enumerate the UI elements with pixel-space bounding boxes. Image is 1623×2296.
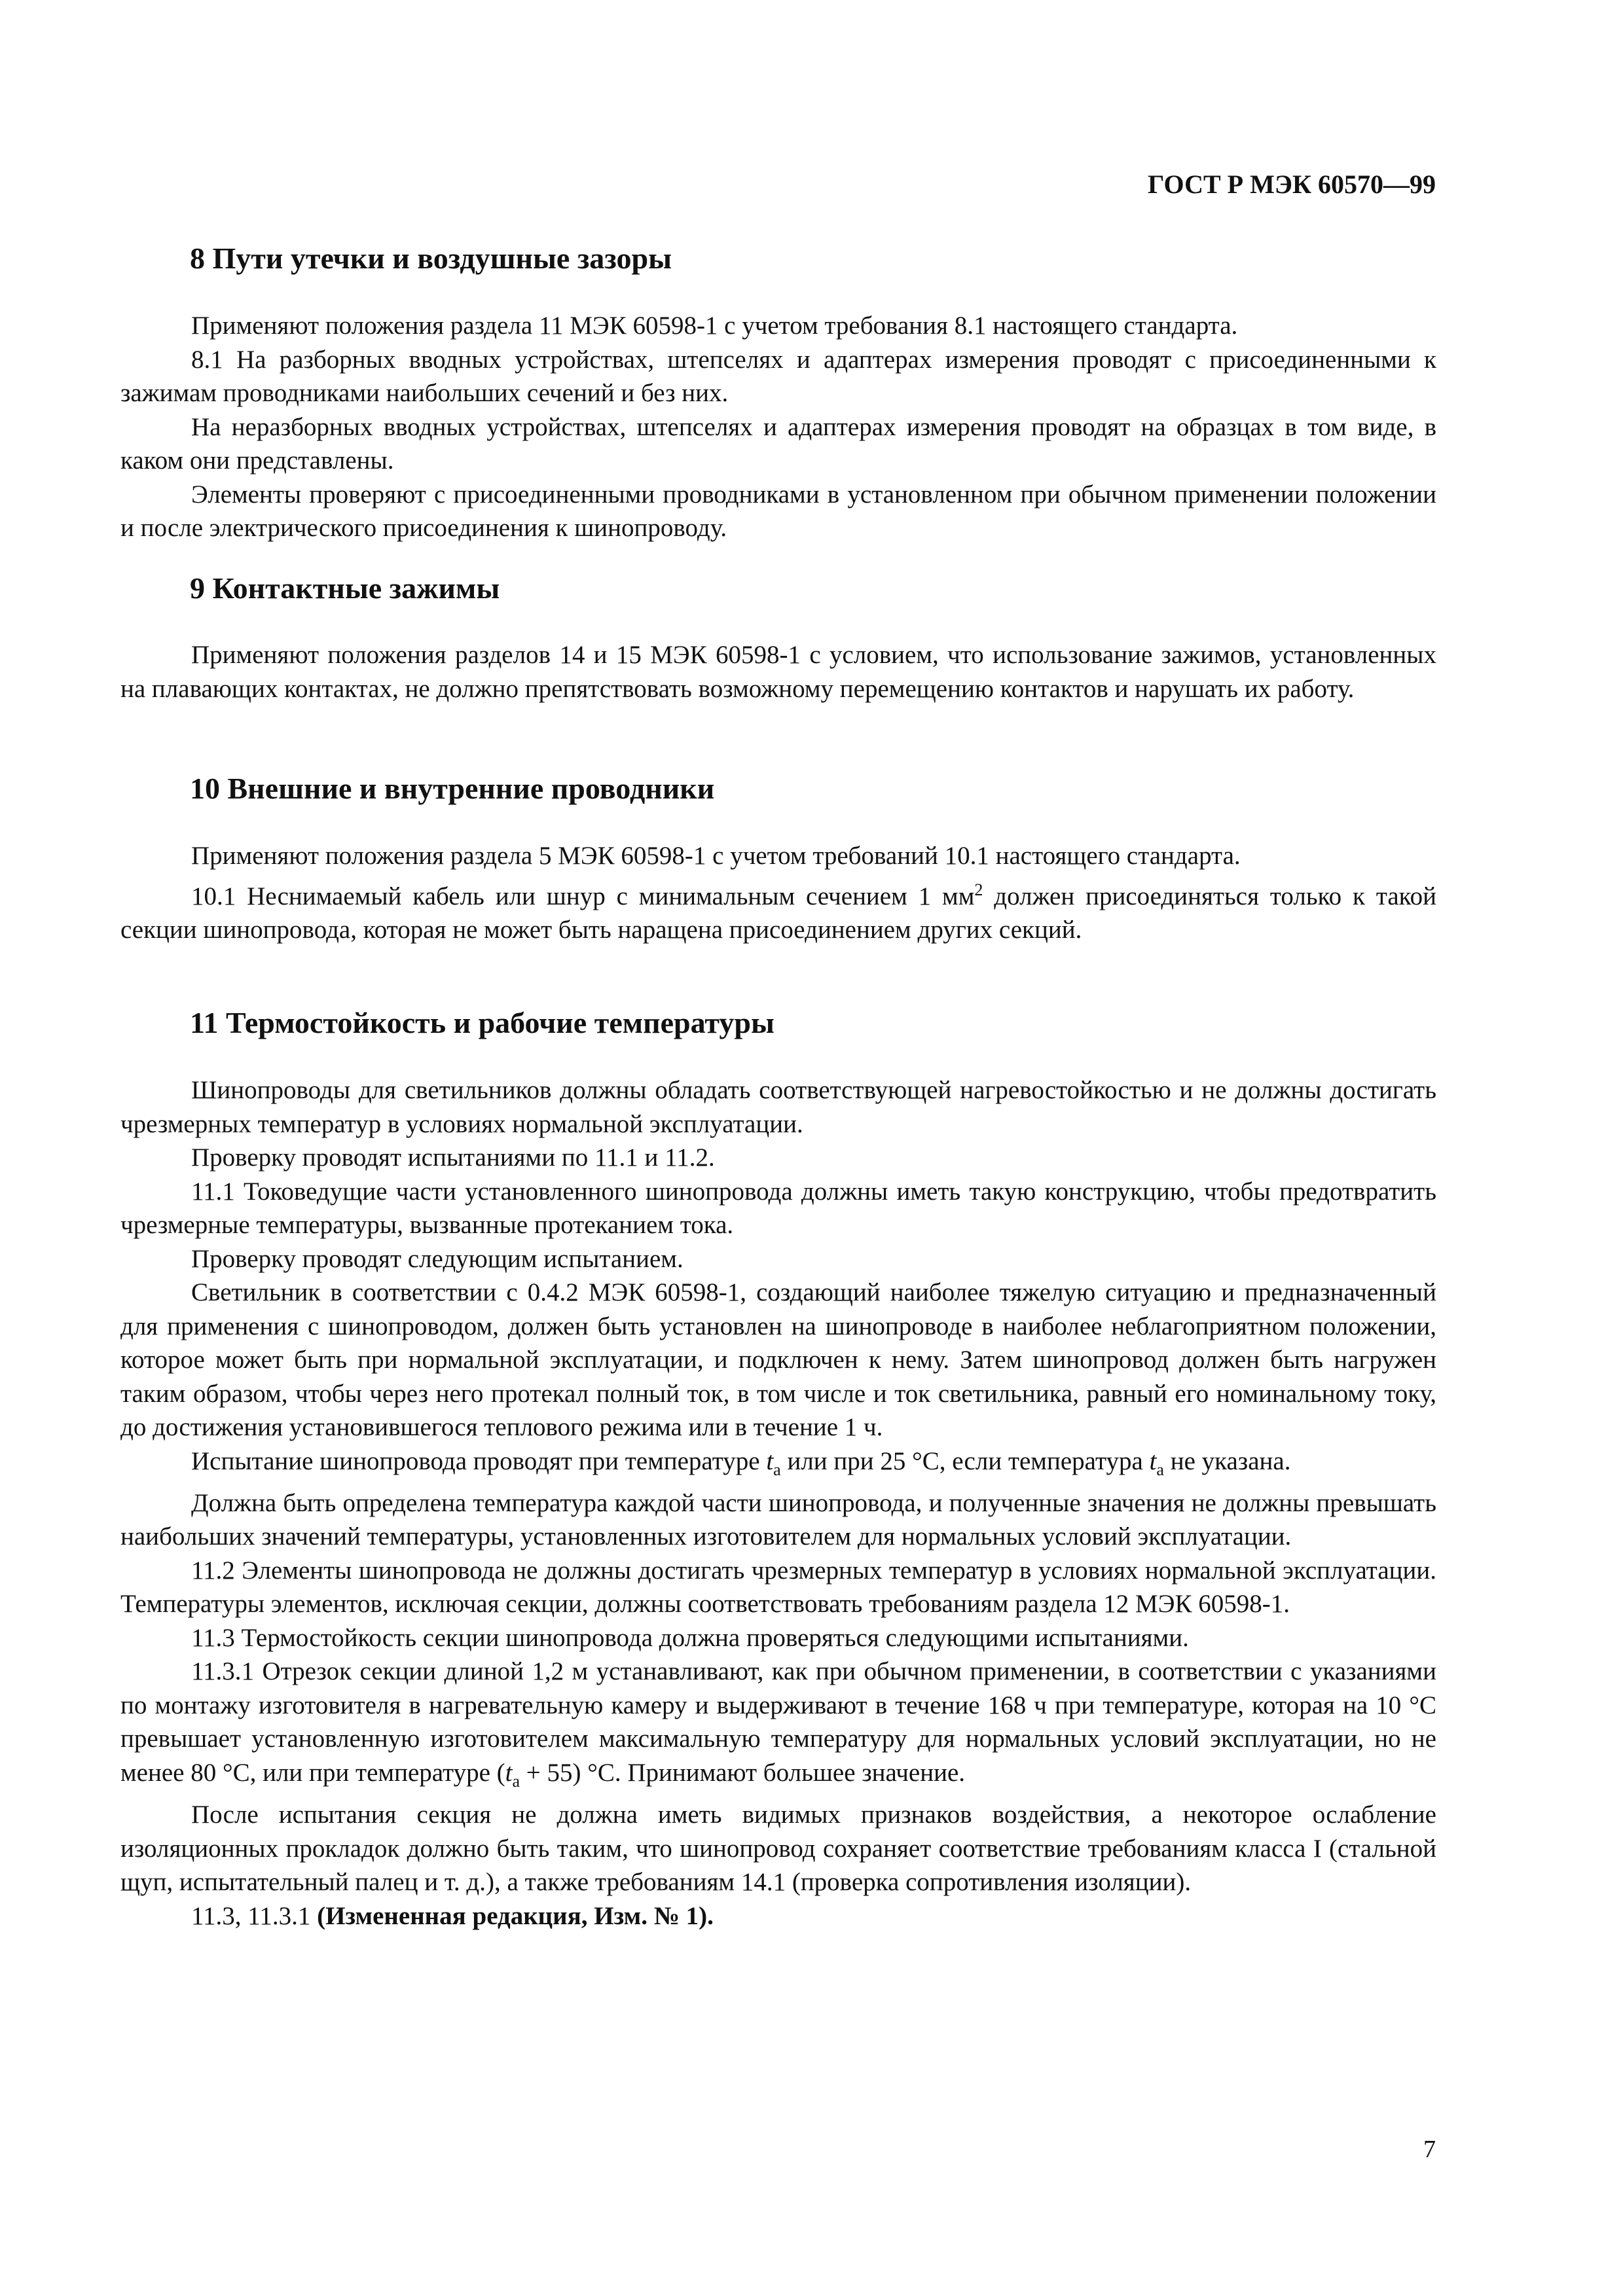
paragraph	[120, 1899, 1436, 1933]
paragraph: Проверку проводят следующим испытанием.	[191, 1244, 684, 1273]
text: Испытание шинопровода проводят при температуре	[191, 1446, 767, 1475]
text: + 55) °С. Принимают большее значение.	[520, 1758, 966, 1787]
paragraph: На неразборных вводных устройствах, штепселях и адаптерах измерения проводят на образцах в том виде, в каком они представлены.	[120, 412, 1436, 475]
paragraph	[120, 873, 1436, 947]
symbol-t: t	[505, 1758, 513, 1787]
section-11-title: 11 Термостойкость и рабочие температуры	[190, 1006, 775, 1039]
paragraph: Должна быть определена температура каждой части шинопровода, и полученные значения не должны превышать наибольших значений температуры, установленных изготовителем для нормальных условий эксплуатации.	[120, 1488, 1436, 1551]
text: 11.3, 11.3.1	[191, 1901, 318, 1930]
paragraph: 11.2 Элементы шинопровода не должны достигать чрезмерных температур в условиях нормальной эксплуатации. Температуры элементов, исключая секции, должны соответствовать требованиям раздела 12 МЭК 60598-1.	[120, 1556, 1436, 1619]
paragraph: Шинопроводы для светильников должны обладать соответствующей нагревостойкостью и не должны достигать чрезмерных температур в условиях нормальной эксплуатации.	[120, 1076, 1436, 1138]
paragraph: Элементы проверяют с присоединенными проводниками в установленном при обычном применении положении и после электрического присоединения к шинопроводу.	[120, 480, 1436, 542]
text: не указана.	[1163, 1446, 1291, 1475]
section-9-body	[120, 638, 1436, 706]
subscript-a: a	[512, 1771, 520, 1791]
section-11-body	[120, 1073, 1436, 1933]
section-10-title: 10 Внешние и внутренние проводники	[190, 772, 715, 805]
paragraph: Применяют положения разделов 14 и 15 МЭК 60598-1 с условием, что использование зажимов, установленных на плавающих контактах, не должно препятствовать возможному перемещению контактов и нарушать их работу.	[120, 641, 1436, 703]
symbol-t: t	[766, 1446, 774, 1475]
section-10-body	[120, 839, 1436, 947]
paragraph: 8.1 На разборных вводных устройствах, штепселях и адаптерах измерения проводят с присоединенными к зажимам проводниками наибольших сечений и без них.	[120, 345, 1436, 407]
paragraph: 11.1 Токоведущие части установленного шинопровода должны иметь такую конструкцию, чтобы предотвратить чрезмерные температуры, вызванные протеканием тока.	[120, 1177, 1436, 1239]
section-8-body	[120, 309, 1436, 545]
paragraph: Светильник в соответствии с 0.4.2 МЭК 60598-1, создающий наиболее тяжелую ситуацию и предназначенный для применения с шинопроводом, должен быть установлен на шинопроводе в наиболее неблагоприятном положении, которое может быть при нормальной эксплуатации, и подключен к нему. Затем шинопровод должен быть нагружен таким образом, чтобы через него протекал полный ток, в том числе и ток светильника, равный его номинальному току, до достижения установившегося теплового режима или в течение 1 ч.	[120, 1278, 1436, 1441]
superscript: 2	[974, 880, 983, 899]
section-9-title: 9 Контактные зажимы	[190, 571, 500, 605]
text: или при 25 °С, если температура	[780, 1446, 1150, 1475]
text: должен присоединяться только к такой секции шинопровода, которая не может быть наращена присоединением других секций.	[120, 882, 1436, 944]
paragraph: 11.3 Термостойкость секции шинопровода должна проверяться следующими испытаниями.	[191, 1623, 1189, 1652]
subscript-a: a	[1156, 1460, 1164, 1479]
document-header: ГОСТ Р МЭК 60570—99	[1148, 170, 1436, 199]
symbol-t: t	[1149, 1446, 1157, 1475]
paragraph	[120, 1444, 1436, 1486]
text: 11.3.1 Отрезок секции длиной 1,2 м устанавливают, как при обычном применении, в соответствии с указаниями по монтажу изготовителя в нагревательную камеру и выдерживают в течение 168 ч при температуре, которая на 10 °С превышает установленную изготовителем максимальную температуру для нормальных условий эксплуатации, но не менее 80 °С, или при температуре (	[120, 1657, 1436, 1787]
subscript-a: a	[773, 1460, 781, 1479]
paragraph	[120, 1655, 1436, 1798]
text: 10.1 Неснимаемый кабель или шнур с минимальным сечением 1 мм	[191, 882, 975, 910]
amendment-note: (Измененная редакция, Изм. № 1).	[317, 1901, 714, 1930]
page-number: 7	[1423, 2136, 1436, 2163]
paragraph: После испытания секция не должна иметь видимых признаков воздействия, а некоторое ослабление изоляционных прокладок должно быть таким, что шинопровод сохраняет соответствие требованиям класса I (стальной щуп, испытательный палец и т. д.), а также требованиям 14.1 (проверка сопротивления изоляции).	[120, 1801, 1436, 1897]
paragraph: Применяют положения раздела 5 МЭК 60598-1 с учетом требований 10.1 настоящего стандарта.	[191, 842, 1241, 870]
section-8-title: 8 Пути утечки и воздушные зазоры	[190, 242, 672, 275]
paragraph: Проверку проводят испытаниями по 11.1 и 11.2.	[191, 1143, 715, 1172]
paragraph: Применяют положения раздела 11 МЭК 60598-1 с учетом требования 8.1 настоящего стандарта.	[191, 312, 1238, 340]
